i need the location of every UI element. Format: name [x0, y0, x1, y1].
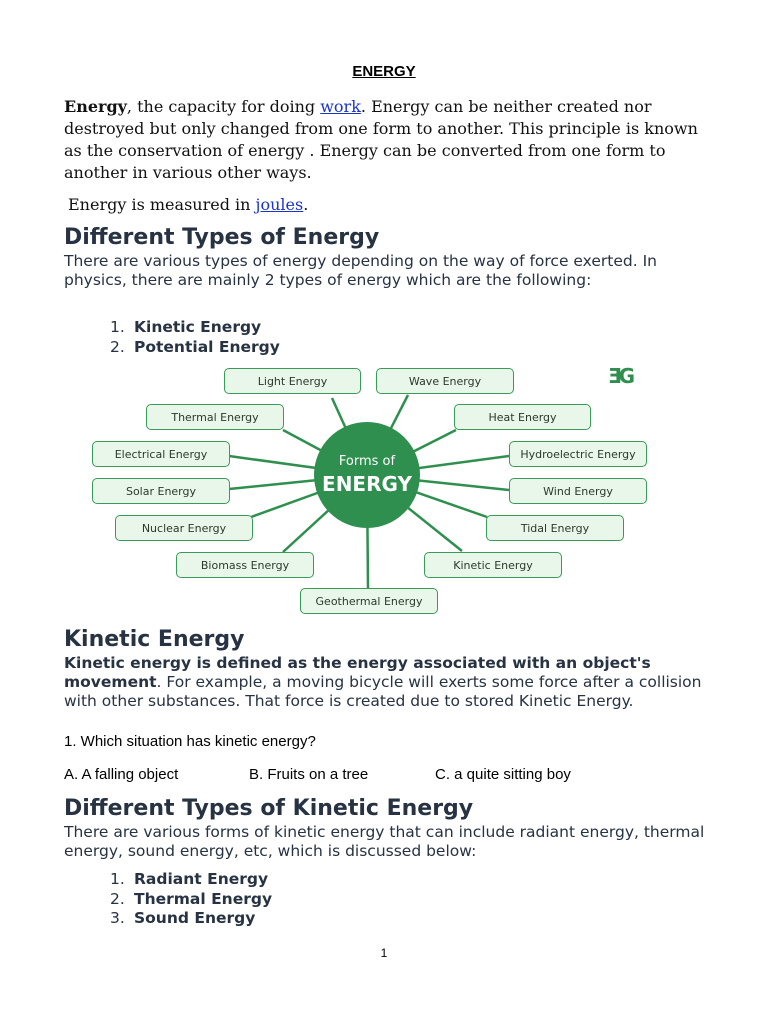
list-item: 2. Thermal Energy	[110, 889, 273, 908]
section-heading-types: Different Types of Energy	[64, 225, 380, 250]
list-item: 1. Radiant Energy	[110, 870, 269, 888]
question-text: 1. Which situation has kinetic energy?	[64, 733, 316, 750]
option-a: A. A falling object	[64, 766, 179, 783]
option-b: B. Fruits on a tree	[249, 766, 369, 783]
forms-of-energy-center	[314, 422, 420, 528]
joules-link[interactable]: joules	[255, 195, 304, 214]
form-nuclear-energy: Nuclear Energy	[115, 515, 253, 541]
measure-text: Energy is measured in	[68, 195, 256, 214]
form-wind-energy: Wind Energy	[509, 478, 647, 504]
intro-term: Energy	[64, 97, 127, 116]
section-heading-kinetic: Kinetic Energy	[64, 627, 245, 652]
section-body-types: There are various types of energy depending on the way of force exerted. In physics, there are mainly 2 types of energy which are the following:	[64, 252, 657, 289]
form-solar-energy: Solar Energy	[92, 478, 230, 504]
form-electrical-energy: Electrical Energy	[92, 441, 230, 467]
page-number: 1	[380, 946, 388, 960]
intro-text-2: . Energy can be neither created nor destroyed but only changed from one form to another. This principle is known as the conservation of energy . Energy can be converted from one form to another in various other ways.	[64, 97, 698, 182]
kinetic-definition: Kinetic energy is defined as the energy associated with an object's movement	[64, 654, 651, 691]
form-geothermal-energy: Geothermal Energy	[300, 588, 438, 614]
forms-of-energy-diagram	[88, 362, 650, 620]
list-item: 3. Sound Energy	[110, 909, 256, 927]
center-line-2: ENERGY	[322, 472, 412, 496]
measure-paragraph	[68, 194, 708, 216]
document-title: ENERGY	[352, 63, 416, 80]
section-body-kinetic-types: There are various forms of kinetic energy that can include radiant energy, thermal energy, sound energy, etc, which is discussed below:	[64, 823, 705, 860]
list-item: 2. Potential Energy	[110, 337, 280, 356]
form-light-energy: Light Energy	[224, 368, 361, 394]
intro-paragraph	[64, 96, 704, 184]
form-wave-energy: Wave Energy	[376, 368, 514, 394]
intro-text-1: , the capacity for doing	[126, 97, 321, 116]
option-c: C. a quite sitting boy	[435, 766, 571, 783]
section-body-kinetic	[64, 654, 714, 711]
form-biomass-energy: Biomass Energy	[176, 552, 314, 578]
work-link[interactable]: work	[320, 97, 361, 116]
kinetic-example: . For example, a moving bicycle will exerts some force after a collision with other substances. That force is created due to stored Kinetic Energy.	[64, 673, 702, 710]
form-hydroelectric-energy: Hydroelectric Energy	[509, 441, 647, 467]
energy-types-list	[110, 318, 280, 357]
center-line-1: Forms of	[338, 454, 396, 469]
measure-end: .	[303, 195, 309, 214]
geeksforgeeks-logo: ƎG	[608, 364, 633, 388]
list-item: 1. Kinetic Energy	[110, 318, 262, 336]
form-heat-energy: Heat Energy	[454, 404, 591, 430]
form-thermal-energy: Thermal Energy	[146, 404, 284, 430]
kinetic-types-list	[110, 870, 272, 929]
form-tidal-energy: Tidal Energy	[486, 515, 624, 541]
section-heading-kinetic-types: Different Types of Kinetic Energy	[64, 796, 474, 821]
form-kinetic-energy: Kinetic Energy	[424, 552, 562, 578]
